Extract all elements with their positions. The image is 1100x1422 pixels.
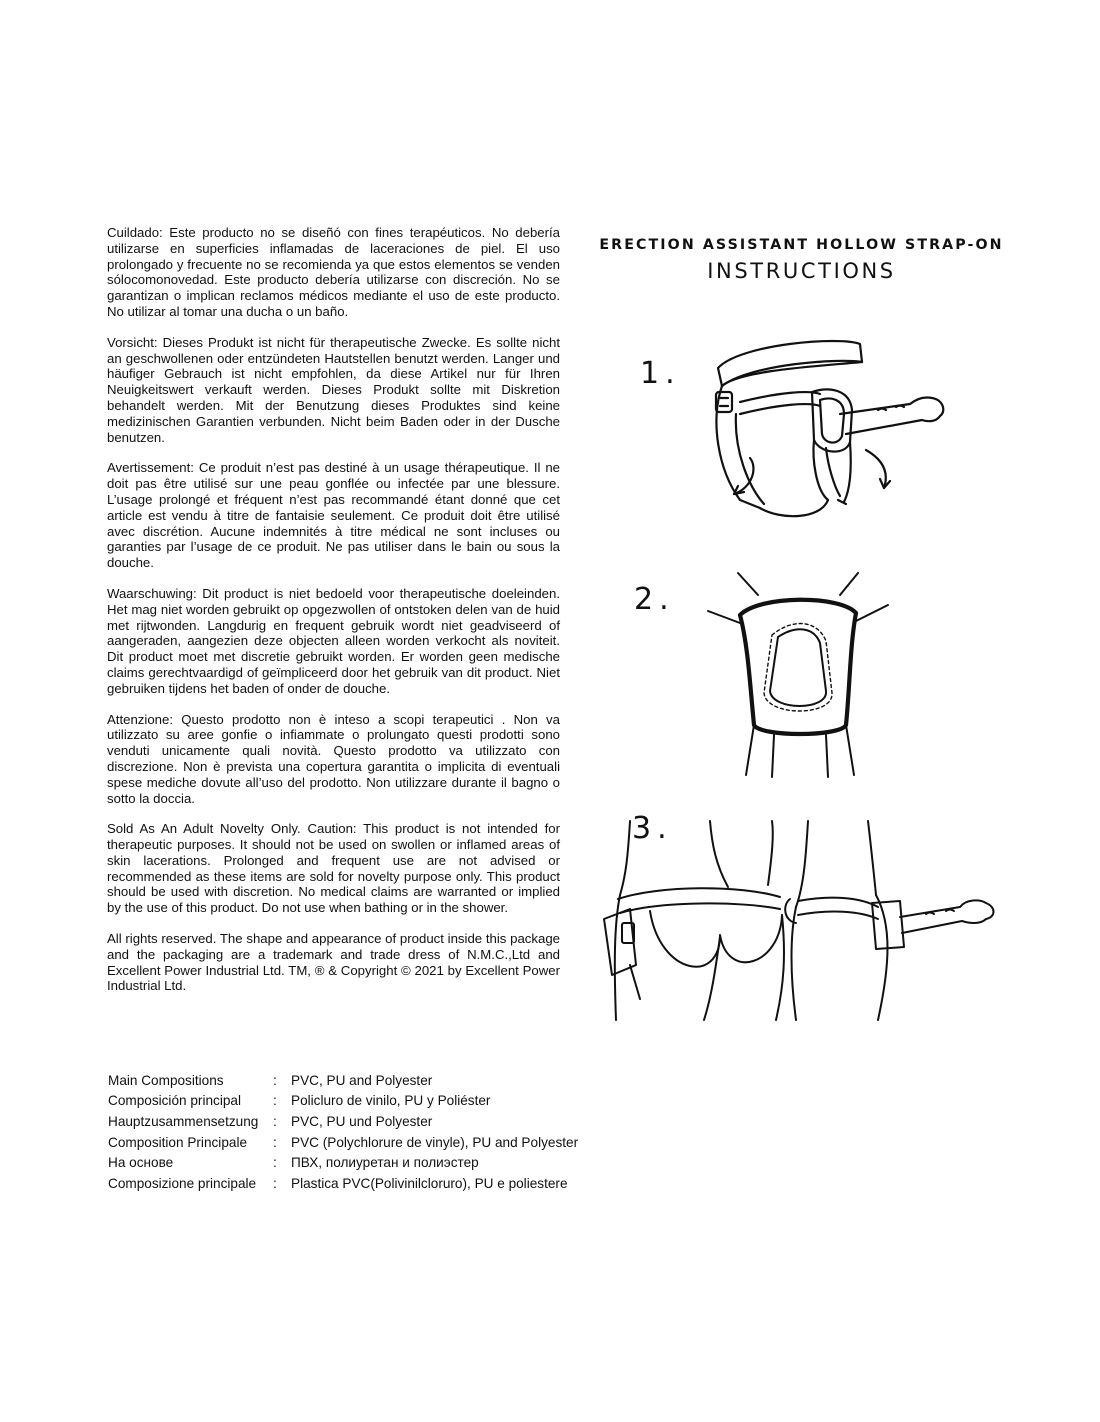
composition-sep: : [273,1134,277,1150]
composition-sep: : [273,1155,277,1171]
disclaimer-fr: Avertissement: Ce produit n’est pas destiné à un usage thérapeutique. Il ne doit pas être utilisé sur une peau gonflée ou infectée par une blessure. L’usage prolongé et fréquent n’est pas recommandé étant donné que cet article est vendu à titre de fantaisie seulement. Ce produit doit être utilisé avec discrétion. Aucune indemnités à titre médical ne sont incluses ou garanties par l’usage de ce produit. Ne pas utiliser dans le bain ou sous la douche. [107,460,560,571]
copyright-notice: All rights reserved. The shape and appearance of product inside this package and the packaging are a trademark and trade dress of N.M.C.,Ltd and Excellent Power Industrial Ltd. TM, ® & Copyright © 2021 by Excellent Power Industrial Ltd. [107,931,560,994]
step-3-wearing-illustration [600,815,1010,1025]
composition-label: Composition Principale [108,1134,248,1150]
composition-row [108,1091,578,1112]
composition-value: PVC, PU und Polyester [291,1113,433,1129]
composition-label: Composición principal [108,1093,241,1109]
instructions-title-block [580,237,1023,283]
composition-sep: : [273,1113,277,1129]
composition-row [108,1111,578,1132]
step-1-harness-illustration [700,330,960,530]
composition-value: PVC, PU and Polyester [291,1072,433,1088]
step-2-number: 2. [634,582,675,617]
step-1-number: 1. [640,356,681,391]
composition-row [108,1152,578,1173]
disclaimer-it: Attenzione: Questo prodotto non è inteso a scopi terapeutici . Non va utilizzato su aree gonfie o infiammate o prolungato questi prodotti sono venduti unicamente quali novità. Questo prodotto va utilizzato con discrezione. Non è prevista una copertura garantita o implicita di eventuali spese mediche dovute all’uso del prodotto. Non utilizzare durante il bagno o sotto la doccia. [107,711,560,806]
composition-row [108,1132,578,1153]
composition-value: Plastica PVC(Polivinilcloruro), PU e poliestere [291,1175,568,1191]
step-3-number: 3. [632,811,673,846]
disclaimer-nl: Waarschuwing: Dit product is niet bedoeld voor therapeutische doeleinden. Het mag niet worden gebruikt op opgezwollen of ontstoken delen van de huid met rijtwonden. Langdurig en frequent gebruik wordt niet geadviseerd of aangeraden, aangezien deze objecten alleen worden verkocht als noviteit. Dit product moet met discretie gebruikt worden. Er worden geen medische claims gerechtvaardigd of geïmpliceerd door het gebruik van dit product. Niet gebruiken tijdens het baden of onder de douche. [107,585,560,696]
composition-row [108,1173,578,1194]
product-title: ERECTION ASSISTANT HOLLOW STRAP-ON [599,237,1004,253]
disclaimer-es: Cuildado: Este producto no se diseñó con fines terapéuticos. No debería utilizarse en superficies inflamadas de laceraciones de piel. El uso prolongado y frecuente no se recomienda ya que estos elementos se venden sólocomonovedad. Este producto debería utilizarse con discreción. No se garantizan o implican reclamos médicos mediante el uso de este producto. No utilizar al tomar una ducha o un baño. [107,225,560,319]
composition-label: Main Compositions [108,1072,224,1088]
composition-label: Composizione principale [108,1175,257,1191]
disclaimer-column [107,225,560,994]
composition-value: ПВХ, полиуретан и полиэстер [291,1155,479,1171]
composition-sep: : [273,1093,277,1109]
composition-value: PVC (Polychlorure de vinyle), PU and Polyester [291,1134,579,1150]
disclaimer-de: Vorsicht: Dieses Produkt ist nicht für therapeutische Zwecke. Es sollte nicht an geschwollenen oder entzündeten Hautstellen benutzt werden. Langer und häufiger Gebrauch ist nicht empfohlen, da diese Artikel nur für Ihren Neuigkeitswert verkauft werden. Dieses Produkt sollte mit Diskretion behandelt werden. Mit der Benutzung dieses Produktes sind keine medizinischen Garantien verbunden. Nicht beim Baden oder in der Dusche benutzen. [107,334,560,445]
composition-sep: : [273,1175,277,1191]
disclaimer-en: Sold As An Adult Novelty Only. Caution: This product is not intended for therapeutic purposes. It should not be used on swollen or inflamed areas of skin lacerations. Prolonged and frequent use are not advised or recommended as these items are sold for novelty purpose only. This product should be used with discretion. No medical claims are warranted or implied by the use of this product. Do not use when bathing or in the shower. [107,821,560,916]
composition-label: Hauptzusammensetzung [108,1113,259,1129]
instructions-heading: INSTRUCTIONS [707,259,896,283]
composition-sep: : [273,1072,277,1088]
composition-row [108,1070,578,1091]
compositions-table [108,1070,578,1194]
step-2-pouch-illustration [700,565,900,780]
composition-label: На основе [108,1155,174,1171]
composition-value: Policluro de vinilo, PU y Poliéster [291,1093,491,1109]
